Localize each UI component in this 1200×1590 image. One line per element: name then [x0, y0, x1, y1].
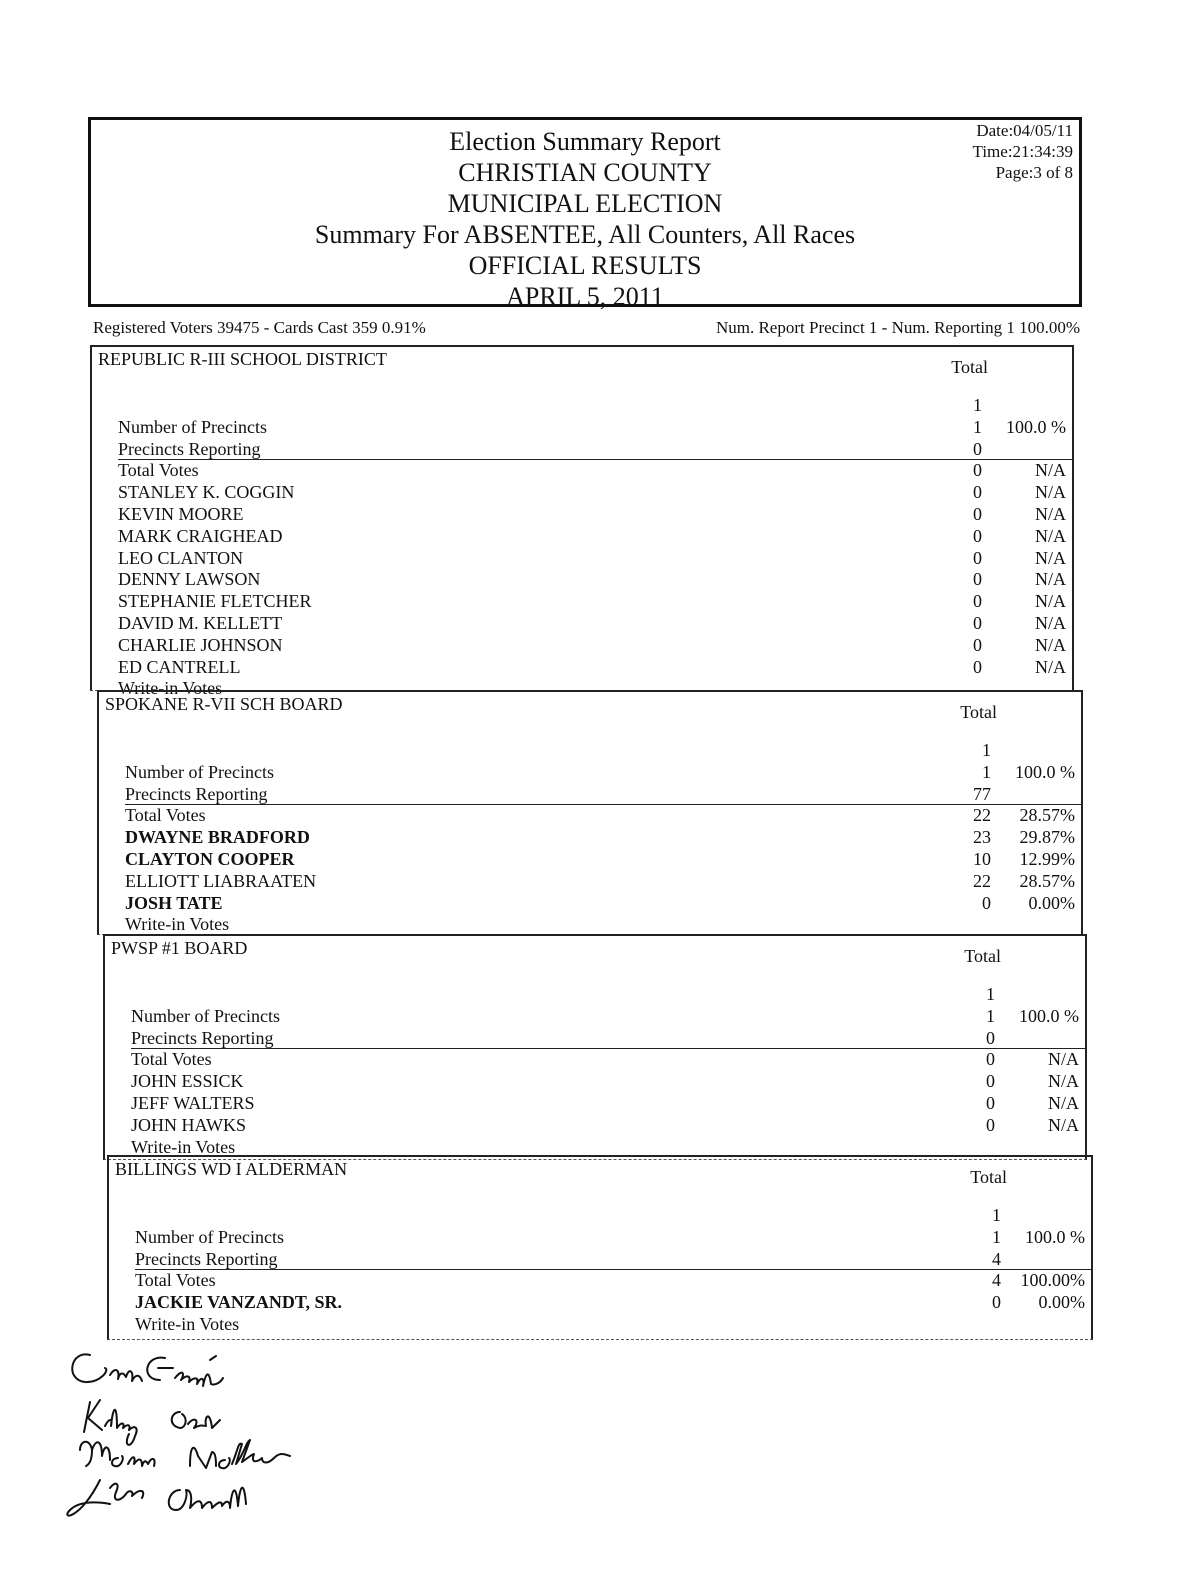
- row-percent: 29.87%: [1019, 827, 1075, 848]
- row-label: Precincts Reporting: [135, 1248, 278, 1269]
- registered-voters-summary: Registered Voters 39475 - Cards Cast 359 0.91%: [93, 318, 426, 337]
- total-column-header: Total: [960, 702, 997, 722]
- row-percent: 12.99%: [1019, 848, 1075, 869]
- row-percent: N/A: [1035, 525, 1066, 546]
- row-label: Number of Precincts: [131, 1005, 280, 1026]
- row-total: 0: [973, 525, 982, 546]
- row-label: MARK CRAIGHEAD: [118, 525, 283, 546]
- result-row: [135, 1205, 1091, 1227]
- result-row: [131, 1028, 1085, 1050]
- results-status: OFFICIAL RESULTS: [468, 251, 702, 280]
- summary-scope: Summary For ABSENTEE, All Counters, All Races: [314, 220, 856, 249]
- report-meta: [973, 120, 1073, 183]
- row-label: Precincts Reporting: [125, 783, 268, 804]
- result-row: [118, 635, 1072, 657]
- row-total: 0: [992, 1292, 1001, 1313]
- race-title: PWSP #1 BOARD: [111, 938, 248, 958]
- row-percent: 100.0 %: [1015, 761, 1075, 782]
- row-total: 1: [992, 1205, 1001, 1225]
- row-total: 0: [986, 1092, 995, 1113]
- row-total: 0: [986, 1027, 995, 1048]
- total-column-header: Total: [964, 946, 1001, 966]
- row-total: 22: [973, 870, 991, 891]
- election-name: MUNICIPAL ELECTION: [447, 189, 723, 218]
- row-label: Total Votes: [135, 1270, 216, 1291]
- row-label: STANLEY K. COGGIN: [118, 482, 295, 503]
- row-total: 0: [973, 591, 982, 612]
- row-label: Precincts Reporting: [118, 438, 261, 459]
- row-total: 23: [973, 827, 991, 848]
- row-label: JOHN HAWKS: [131, 1114, 247, 1135]
- race-title: REPUBLIC R-III SCHOOL DISTRICT: [98, 349, 387, 369]
- result-row: [118, 504, 1072, 526]
- row-percent: N/A: [1035, 482, 1066, 503]
- row-percent: 0.00%: [1038, 1292, 1085, 1313]
- race-section: [97, 690, 1083, 935]
- row-percent: N/A: [1035, 503, 1066, 524]
- result-row: [118, 439, 1072, 461]
- race-section: [103, 934, 1087, 1160]
- result-row: [118, 395, 1072, 417]
- row-label: Number of Precincts: [118, 416, 267, 437]
- result-row: [118, 417, 1072, 439]
- row-total: 10: [973, 848, 991, 869]
- signature-1: [72, 1354, 223, 1386]
- result-row: [131, 1049, 1085, 1071]
- result-row: [118, 548, 1072, 570]
- row-total: 1: [986, 1005, 995, 1026]
- signature-3: [80, 1440, 290, 1468]
- row-percent: N/A: [1048, 1071, 1079, 1092]
- result-row: [125, 871, 1081, 893]
- result-row: [131, 1006, 1085, 1028]
- row-label: ED CANTRELL: [118, 656, 241, 677]
- row-total: 0: [973, 656, 982, 677]
- result-row: [125, 740, 1081, 762]
- result-row: [131, 1115, 1085, 1137]
- row-percent: N/A: [1035, 612, 1066, 633]
- row-label: CLAYTON COOPER: [125, 848, 295, 869]
- row-label: JOSH TATE: [125, 892, 223, 913]
- row-total: 1: [992, 1226, 1001, 1247]
- row-label: Write-in Votes: [118, 678, 223, 699]
- row-label: Total Votes: [118, 460, 199, 481]
- row-percent: N/A: [1048, 1049, 1079, 1070]
- result-row: [131, 984, 1085, 1006]
- county-name: CHRISTIAN COUNTY: [458, 158, 712, 187]
- result-row: [131, 1071, 1085, 1093]
- result-row: [125, 827, 1081, 849]
- row-label: Write-in Votes: [125, 914, 230, 935]
- row-percent: 28.57%: [1019, 805, 1075, 826]
- row-percent: N/A: [1035, 656, 1066, 677]
- total-column-header: Total: [951, 357, 988, 377]
- row-total: 77: [973, 783, 991, 804]
- row-total: 0: [973, 612, 982, 633]
- result-row: [125, 914, 1081, 936]
- row-total: 0: [973, 569, 982, 590]
- result-row: [118, 569, 1072, 591]
- result-row: [125, 849, 1081, 871]
- row-percent: N/A: [1035, 591, 1066, 612]
- total-column-header: Total: [970, 1167, 1007, 1187]
- row-percent: 100.0 %: [1019, 1005, 1079, 1026]
- row-label: Total Votes: [131, 1049, 212, 1070]
- report-page-number: Page:3 of 8: [995, 163, 1073, 182]
- row-label: Precincts Reporting: [131, 1027, 274, 1048]
- result-row: [125, 805, 1081, 827]
- row-total: 0: [973, 438, 982, 459]
- row-percent: N/A: [1035, 460, 1066, 481]
- row-label: JEFF WALTERS: [131, 1092, 255, 1113]
- result-row: [135, 1249, 1091, 1271]
- row-total: 0: [973, 482, 982, 503]
- precinct-reporting-summary: Num. Report Precinct 1 - Num. Reporting 1 100.00%: [715, 318, 1080, 337]
- row-percent: 100.0 %: [1025, 1226, 1085, 1247]
- result-row: [118, 526, 1072, 548]
- row-label: LEO CLANTON: [118, 547, 244, 568]
- result-row: [118, 657, 1072, 679]
- result-row: [118, 482, 1072, 504]
- row-total: 0: [973, 547, 982, 568]
- signature-4: [67, 1480, 246, 1516]
- result-row: [135, 1292, 1091, 1314]
- row-percent: N/A: [1048, 1114, 1079, 1135]
- result-row: [118, 613, 1072, 635]
- result-row: [118, 591, 1072, 613]
- row-total: 0: [982, 892, 991, 913]
- result-row: [135, 1270, 1091, 1292]
- row-label: Total Votes: [125, 805, 206, 826]
- row-percent: N/A: [1035, 634, 1066, 655]
- race-rows: [135, 1205, 1091, 1336]
- report-date: Date:04/05/11: [976, 121, 1073, 140]
- row-percent: N/A: [1048, 1092, 1079, 1113]
- row-label: DENNY LAWSON: [118, 569, 261, 590]
- row-total: 1: [973, 416, 982, 437]
- row-label: Write-in Votes: [135, 1313, 240, 1334]
- row-label: JOHN ESSICK: [131, 1071, 244, 1092]
- row-total: 1: [982, 740, 991, 760]
- row-label: STEPHANIE FLETCHER: [118, 591, 312, 612]
- row-total: 0: [986, 1049, 995, 1070]
- row-label: Number of Precincts: [125, 761, 274, 782]
- signatures: [60, 1340, 460, 1530]
- result-row: [125, 762, 1081, 784]
- row-percent: N/A: [1035, 547, 1066, 568]
- row-total: 0: [973, 503, 982, 524]
- row-total: 4: [992, 1270, 1001, 1291]
- result-row: [125, 893, 1081, 915]
- row-label: JACKIE VANZANDT, SR.: [135, 1292, 343, 1313]
- report-title: Election Summary Report: [449, 127, 721, 156]
- row-total: 1: [986, 984, 995, 1004]
- row-total: 0: [986, 1114, 995, 1135]
- report-header-box: [88, 117, 1082, 311]
- race-rows: [118, 395, 1072, 700]
- row-label: Write-in Votes: [131, 1136, 236, 1157]
- race-section: [90, 345, 1074, 699]
- result-row: [131, 1093, 1085, 1115]
- row-total: 1: [982, 761, 991, 782]
- row-label: Number of Precincts: [135, 1226, 284, 1247]
- race-section: [107, 1155, 1093, 1340]
- row-label: DWAYNE BRADFORD: [125, 827, 310, 848]
- row-percent: 0.00%: [1028, 892, 1075, 913]
- race-rows: [131, 984, 1085, 1158]
- row-percent: 28.57%: [1019, 870, 1075, 891]
- race-rows: [125, 740, 1081, 936]
- row-percent: 100.0 %: [1006, 416, 1066, 437]
- result-row: [135, 1227, 1091, 1249]
- election-date: APRIL 5, 2011: [506, 282, 664, 311]
- row-total: 1: [973, 395, 982, 415]
- result-row: [125, 784, 1081, 806]
- report-time: Time:21:34:39: [972, 142, 1073, 161]
- result-row: [135, 1314, 1091, 1336]
- row-total: 4: [992, 1248, 1001, 1269]
- row-percent: 100.00%: [1020, 1270, 1085, 1291]
- row-label: CHARLIE JOHNSON: [118, 634, 283, 655]
- report-title-block: [91, 126, 1079, 312]
- row-total: 0: [973, 460, 982, 481]
- race-title: SPOKANE R-VII SCH BOARD: [105, 694, 343, 714]
- row-label: KEVIN MOORE: [118, 503, 244, 524]
- signature-2: [84, 1400, 220, 1445]
- row-total: 0: [973, 634, 982, 655]
- race-title: BILLINGS WD I ALDERMAN: [115, 1159, 348, 1179]
- row-label: ELLIOTT LIABRAATEN: [125, 870, 317, 891]
- row-percent: N/A: [1035, 569, 1066, 590]
- row-total: 22: [973, 805, 991, 826]
- row-total: 0: [986, 1071, 995, 1092]
- row-label: DAVID M. KELLETT: [118, 612, 283, 633]
- result-row: [118, 460, 1072, 482]
